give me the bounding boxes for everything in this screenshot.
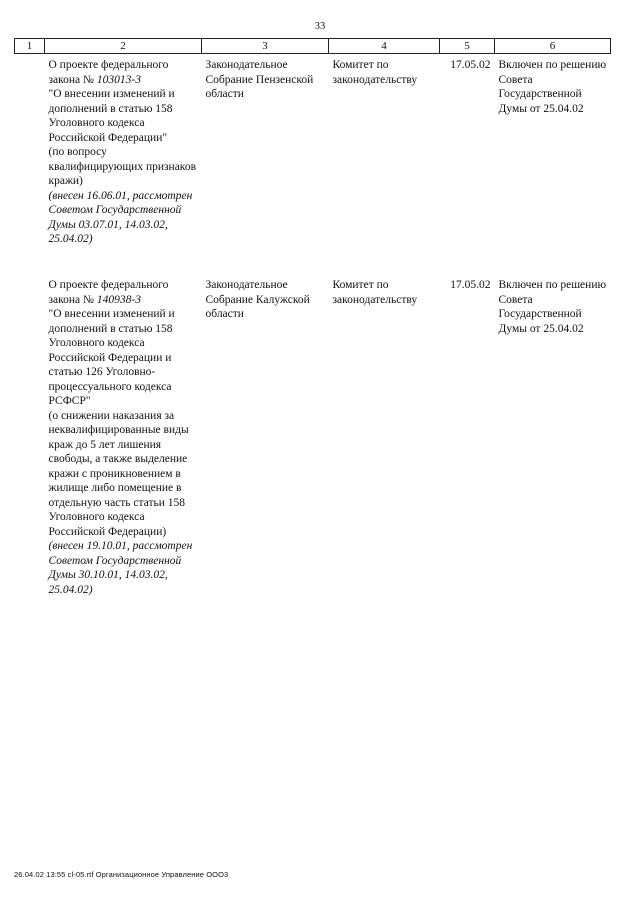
initiator-cell: Законодательное Собрание Пензенской области	[205, 59, 314, 100]
project-history: (внесен 16.06.01, рассмотрен Советом Государственной Думы 03.07.01, 14.03.02, 25.04.02)	[48, 189, 193, 245]
project-title: "О внесении изменений и дополнений в статью 158 Уголовного кодекса Российской Федерации"	[48, 88, 175, 144]
project-note: (о снижении наказания за неквалифицированные виды краж до 5 лет лишения свободы, а также выделение кражи с проникновением в жилище либо помещение в отдельную часть статьи 158 Уголовного кодекса Российской Федерации)	[48, 409, 189, 538]
project-history: (внесен 19.10.01, рассмотрен Советом Государственной Думы 30.10.01, 14.03.02, 25.04.02)	[48, 540, 193, 596]
column-header: 5	[440, 39, 495, 54]
column-header: 6	[495, 39, 611, 54]
status-cell: Включен по решению Совета Государственной Думы от 25.04.02	[498, 59, 607, 115]
project-cell	[45, 276, 202, 597]
committee-cell: Комитет по законодательству	[332, 279, 418, 306]
table-row	[15, 276, 611, 597]
project-lead: О проекте федерального закона №	[48, 279, 169, 306]
project-number: 103013-3	[96, 73, 141, 86]
page-number: 33	[314, 21, 326, 32]
date-cell: 17.05.02	[450, 279, 491, 291]
project-note: (по вопросу квалифицирующих признаков кражи)	[48, 146, 196, 187]
column-header: 2	[45, 39, 202, 54]
document-footer: 26.04.02 13:55 cl-05.rtf Организационное Управление ООО3	[14, 870, 229, 879]
project-number: 140938-3	[96, 293, 141, 306]
row-number-cell	[15, 54, 45, 277]
date-cell: 17.05.02	[450, 59, 491, 71]
table-header-row	[15, 39, 611, 54]
project-cell	[45, 54, 202, 277]
column-header: 1	[15, 39, 45, 54]
row-number-cell	[15, 276, 45, 597]
bills-table	[14, 38, 611, 597]
table-row	[15, 54, 611, 277]
committee-cell: Комитет по законодательству	[332, 59, 418, 86]
status-cell: Включен по решению Совета Государственной Думы от 25.04.02	[498, 279, 607, 335]
initiator-cell: Законодательное Собрание Калужской области	[205, 279, 310, 320]
project-title: "О внесении изменений и дополнений в статью 158 Уголовного кодекса Российской Федерации и статью 126 Уголовно-процессуального кодекса РСФСР"	[48, 308, 175, 407]
project-lead: О проекте федерального закона №	[48, 59, 169, 86]
column-header: 4	[329, 39, 440, 54]
column-header: 3	[202, 39, 329, 54]
